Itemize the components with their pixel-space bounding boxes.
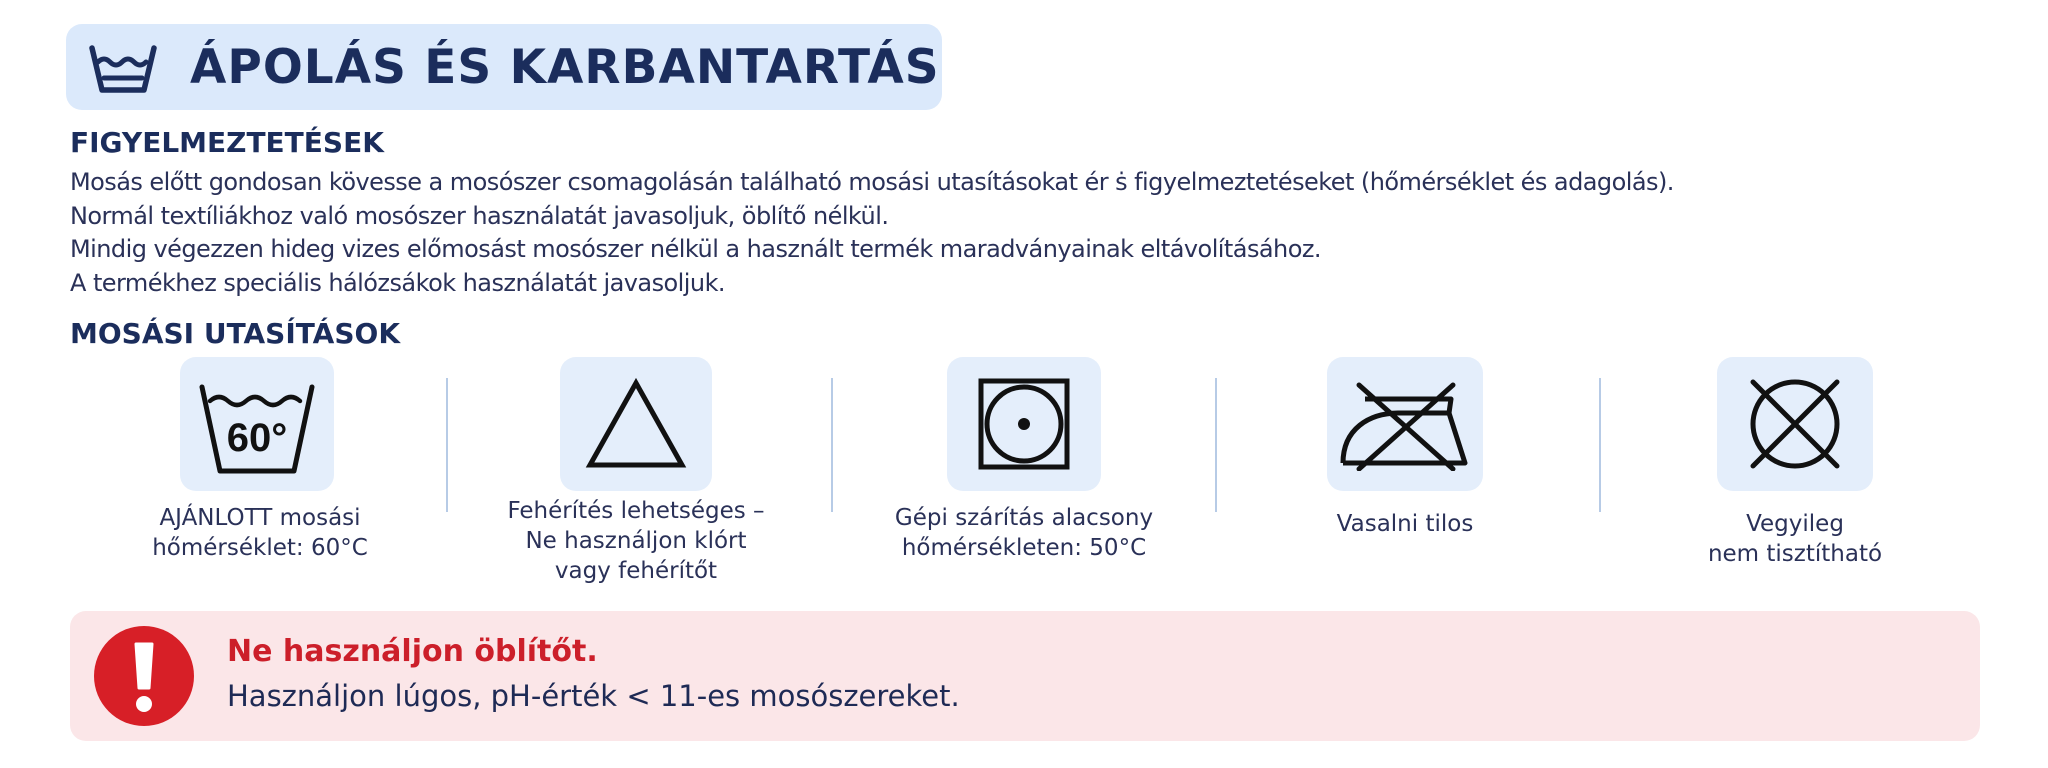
wash-temperature-text: 60° xyxy=(226,416,288,460)
warning-line: Mindig végezzen hideg vizes előmosást mosószer nélkül a használt termék maradványainak eltávolításához. xyxy=(70,235,1321,263)
exclamation-icon xyxy=(94,626,194,726)
warning-line: A termékhez speciális hálózsákok használatát javasoljuk. xyxy=(70,268,726,297)
symbol-tile-bleach xyxy=(560,357,712,491)
bleach-allowed-triangle-icon xyxy=(584,377,688,471)
divider xyxy=(446,378,448,512)
symbol-tile-iron xyxy=(1327,357,1483,491)
symbol-caption-iron: Vasalni tilos xyxy=(1336,511,1474,537)
alert-box xyxy=(70,611,1980,741)
warning-line: Normál textíliákhoz való mosószer használatát javasoljuk, öblítő nélkül. xyxy=(70,201,889,230)
tumble-dry-low-icon xyxy=(978,378,1070,470)
symbol-caption-dry-clean: Vegyileg nem tisztítható xyxy=(1707,511,1883,567)
wash-tub-icon xyxy=(88,38,158,96)
warning-line: Mosás előtt gondosan kövesse a mosószer csomagolásán található mosási utasításokat ér ṡ figyelmeztetéseket (hőmérséklet és adagolás). xyxy=(70,168,1674,196)
do-not-dry-clean-icon xyxy=(1745,374,1845,474)
symbol-caption-tumble-dry: Gépi szárítás alacsony hőmérsékleten: 50°C xyxy=(894,505,1154,561)
alert-text: Használjon lúgos, pH-érték < 11-es mosószereket. xyxy=(227,679,960,713)
alert-title: Ne használjon öblítőt. xyxy=(227,634,598,669)
symbol-tile-tumble-dry xyxy=(947,357,1101,491)
wash-60-degrees-icon xyxy=(194,367,320,479)
do-not-iron-icon xyxy=(1339,379,1471,471)
warnings-list xyxy=(70,166,1674,300)
symbol-caption-wash: AJÁNLOTT mosási hőmérséklet: 60°C xyxy=(152,505,368,561)
divider xyxy=(1215,378,1217,512)
symbol-tile-dry-clean xyxy=(1717,357,1873,491)
page-title: ÁPOLÁS ÉS KARBANTARTÁS xyxy=(190,40,940,95)
divider xyxy=(831,378,833,512)
warnings-heading: FIGYELMEZTETÉSEK xyxy=(70,126,384,159)
symbol-tile-wash xyxy=(180,357,334,491)
title-banner xyxy=(66,24,942,110)
symbol-caption-bleach: Fehérítés lehetséges – Ne használjon klórt vagy fehérítőt xyxy=(507,498,765,584)
instructions-heading: MOSÁSI UTASÍTÁSOK xyxy=(70,317,401,350)
divider xyxy=(1599,378,1601,512)
